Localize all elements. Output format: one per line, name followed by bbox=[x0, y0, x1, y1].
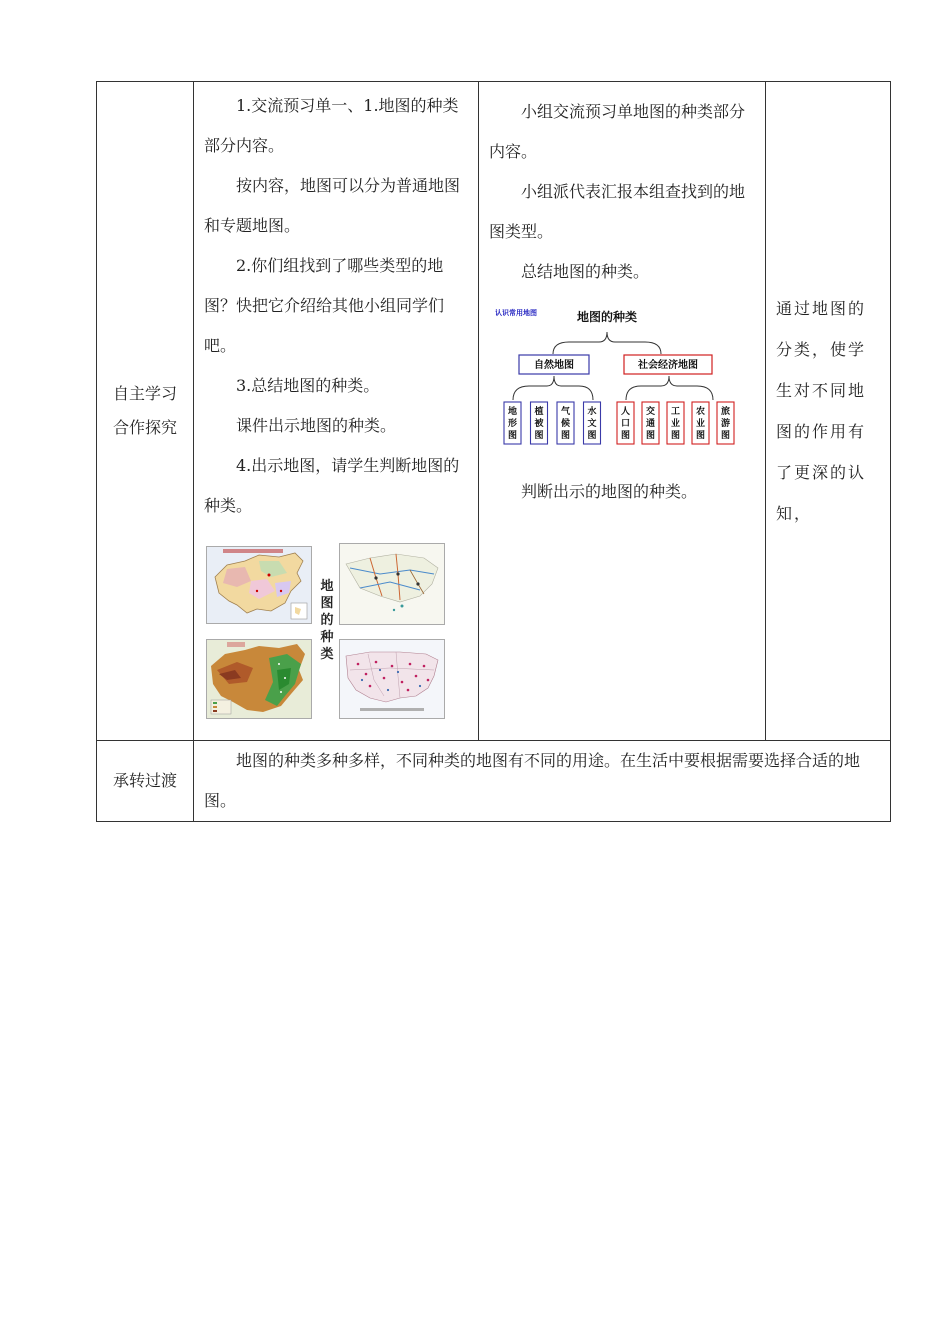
map-type-char: 图 bbox=[534, 431, 544, 441]
transition-content-cell bbox=[194, 741, 891, 822]
diagram-title: 地图的种类 bbox=[576, 310, 638, 324]
map-type-char: 图 bbox=[560, 431, 571, 441]
map-type-char: 图 bbox=[645, 431, 656, 441]
map-type-char: 图 bbox=[507, 431, 518, 441]
transition-text: 地图的种类多种多样，不同种类的地图有不同的用途。在生活中要根据需要选择合适的地图。 bbox=[204, 751, 861, 810]
map-type-char: 图 bbox=[695, 431, 706, 441]
social-economic-map-label: 社会经济地图 bbox=[638, 360, 698, 371]
teacher-step: 1.交流预习单一、1.地图的种类部分内容。 bbox=[204, 96, 459, 155]
map-type-char: 形 bbox=[507, 419, 518, 429]
student-step: 小组派代表汇报本组查找到的地图类型。 bbox=[489, 182, 746, 241]
table-row bbox=[97, 82, 891, 741]
map-thumbnails bbox=[206, 546, 456, 726]
student-step: 小组交流预习单地图的种类部分内容。 bbox=[489, 102, 746, 161]
design-intent-cell bbox=[766, 82, 891, 741]
map-type-char: 业 bbox=[695, 419, 706, 429]
teacher-step: 2.你们组找到了哪些类型的地图？快把它介绍给其他小组同学们吧。 bbox=[204, 256, 445, 355]
diagram-corner-label: 认识常用地图 bbox=[495, 309, 537, 317]
table-row bbox=[97, 741, 891, 822]
stage-label-line2: 合作探究 bbox=[112, 418, 177, 437]
map-type-char: 地 bbox=[507, 407, 518, 417]
stage-label: 承转过渡 bbox=[112, 771, 177, 790]
map-type-char: 旅 bbox=[720, 407, 731, 417]
map-type-char: 候 bbox=[560, 419, 571, 429]
map-type-char: 图 bbox=[670, 431, 681, 441]
stage-cell bbox=[97, 741, 194, 822]
teacher-step: 按内容，地图可以分为普通地图和专题地图。 bbox=[204, 176, 461, 235]
map-type-char: 交 bbox=[645, 407, 656, 417]
teacher-activity-cell bbox=[194, 82, 479, 741]
map-type-char: 图 bbox=[720, 431, 731, 441]
student-activity-cell bbox=[479, 82, 766, 741]
thumbnail-vertical-title: 地 图 的 种 类 bbox=[320, 579, 334, 662]
map-type-char: 被 bbox=[534, 419, 544, 429]
design-intent-text: 通过地图的分类，使学生对不同地图的作用有了更深的认知， bbox=[776, 299, 867, 523]
map-type-char: 通 bbox=[645, 419, 656, 429]
teacher-step: 4.出示地图，请学生判断地图的种类。 bbox=[204, 456, 460, 515]
map-type-char: 图 bbox=[620, 431, 631, 441]
lesson-table bbox=[96, 81, 891, 822]
map-type-char: 植 bbox=[534, 407, 544, 417]
map-type-char: 农 bbox=[695, 407, 706, 417]
teacher-step: 3.总结地图的种类。 bbox=[236, 376, 380, 395]
student-step: 判断出示的地图的种类。 bbox=[521, 482, 698, 501]
teacher-step: 课件出示地图的种类。 bbox=[236, 416, 397, 435]
map-types-diagram bbox=[489, 298, 749, 468]
transport-map-thumbnail bbox=[339, 543, 445, 625]
natural-map-label: 自然地图 bbox=[534, 360, 574, 371]
map-type-char: 游 bbox=[720, 419, 731, 429]
political-map-thumbnail bbox=[206, 546, 312, 624]
map-type-char: 气 bbox=[560, 407, 571, 417]
student-step: 总结地图的种类。 bbox=[521, 262, 650, 281]
map-type-char: 口 bbox=[620, 419, 631, 429]
terrain-map-thumbnail bbox=[206, 639, 312, 719]
thematic-map-thumbnail bbox=[339, 639, 445, 719]
map-type-char: 水 bbox=[587, 407, 597, 417]
map-type-char: 人 bbox=[620, 407, 631, 417]
map-type-char: 业 bbox=[670, 419, 681, 429]
map-type-char: 图 bbox=[587, 431, 597, 441]
map-type-char: 文 bbox=[587, 419, 597, 429]
stage-cell bbox=[97, 82, 194, 741]
map-type-char: 工 bbox=[670, 407, 681, 417]
stage-label-line1: 自主学习 bbox=[112, 384, 177, 403]
